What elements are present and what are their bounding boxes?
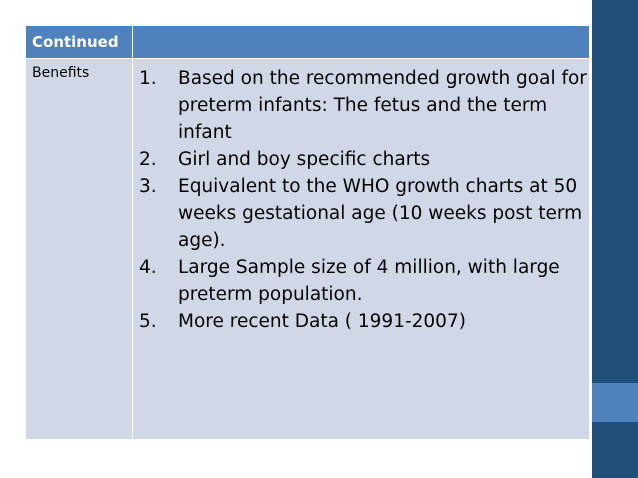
benefits-list-cell — [133, 59, 589, 439]
list-item-number: 5. — [139, 311, 157, 332]
list-item — [139, 254, 587, 308]
table-header-empty-cell — [133, 26, 589, 58]
list-item-text: Equivalent to the WHO growth charts at 50 weeks gestational age (10 weeks post term age). — [178, 176, 583, 251]
list-item — [139, 308, 587, 335]
list-item-text: More recent Data ( 1991-2007) — [178, 311, 466, 332]
table-header-cell: Continued — [26, 26, 132, 58]
list-item — [139, 146, 587, 173]
list-item-text: Girl and boy specific charts — [178, 149, 431, 170]
list-item-number: 2. — [139, 149, 157, 170]
benefits-table — [26, 26, 589, 439]
list-item-text: Based on the recommended growth goal for preterm infants: The fetus and the term infant — [178, 68, 587, 143]
list-item-number: 3. — [139, 176, 157, 197]
list-item — [139, 173, 587, 254]
row-label-cell: Benefits — [26, 59, 132, 439]
benefits-list — [139, 65, 587, 335]
list-item-number: 4. — [139, 257, 157, 278]
list-item-number: 1. — [139, 68, 157, 89]
list-item — [139, 65, 587, 146]
right-decor-accent — [592, 383, 638, 422]
list-item-text: Large Sample size of 4 million, with large preterm population. — [178, 257, 560, 305]
